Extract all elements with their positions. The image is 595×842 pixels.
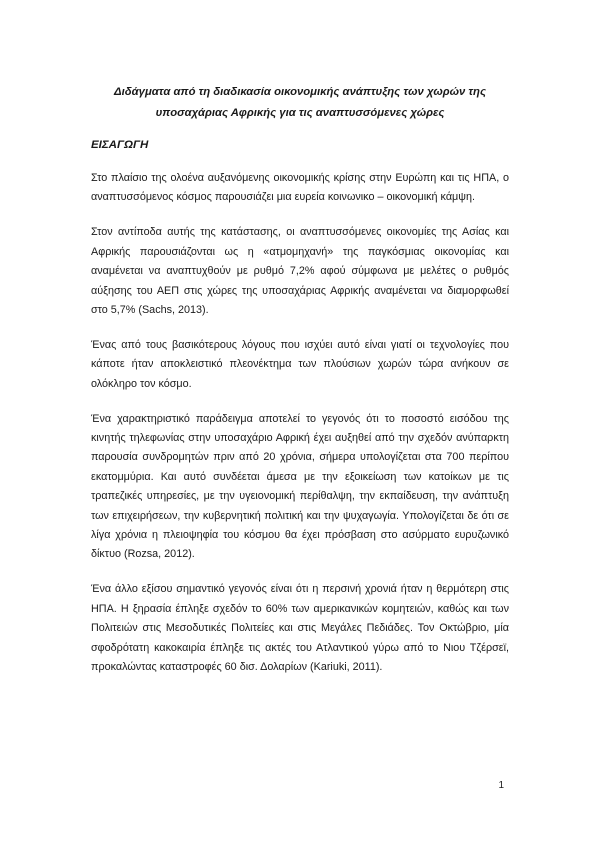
document-title: Διδάγματα από τη διαδικασία οικονομικής ανάπτυξης των χωρών της υποσαχάριας Αφρικής για τις αναπτυσσόμενες χώρες [114, 86, 486, 119]
paragraph: Ένα άλλο εξίσου σημαντικό γεγονός είναι ότι η περσινή χρονιά ήταν η θερμότερη στις ΗΠΑ. Η ξηρασία έπληξε σχεδόν το 60% των αμερικανικών κομητειών, καθώς και των Πολιτειών στις Μεσοδυτικές Πολιτείες και στις Μεγάλες Πεδιάδες. Τον Οκτώβριο, μία σφοδρότατη κακοκαιρία έπληξε τις ακτές του Ατλαντικού γύρω από το Νιου Τζέρσεϊ, προκαλώντας καταστροφές 60 δισ. Δολαρίων (Kariuki, 2011). [91, 583, 509, 673]
paragraph: Στον αντίποδα αυτής της κατάστασης, οι αναπτυσσόμενες οικονομίες της Ασίας και Αφρικής παρουσιάζονται ως η «ατμομηχανή» της παγκόσμιας οικονομίας και αναμένεται να αναπτυχθούν με ρυθμό 7,2% αφού σύμφωνα με μελέτες ο ρυθμός αύξησης του ΑΕΠ στις χώρες της υποσαχάριας Αφρικής αναμένεται να διαμορφωθεί στο 5,7% (Sachs, 2013). [91, 226, 509, 316]
paragraph: Ένας από τους βασικότερους λόγους που ισχύει αυτό είναι γιατί οι τεχνολογίες που κάποτε ήταν αποκλειστικό πλεονέκτημα των πλούσιων χωρών τώρα ανήκουν σε ολόκληρο τον κόσμο. [91, 338, 509, 390]
section-heading: ΕΙΣΑΓΩΓΗ [91, 139, 149, 151]
page-number: 1 [498, 780, 504, 791]
body-text [91, 169, 509, 693]
paragraph: Στο πλαίσιο της ολοένα αυξανόμενης οικονομικής κρίσης στην Ευρώπη και τις ΗΠΑ, ο αναπτυσσόμενος κόσμος παρουσιάζει μια ευρεία κοινωνικο – οικονομική κάμψη. [91, 172, 509, 204]
paragraph: Ένα χαρακτηριστικό παράδειγμα αποτελεί το γεγονός ότι το ποσοστό εισόδου της κινητής τηλεφωνίας στην υποσαχάριο Αφρική έχει αυξηθεί από την σχεδόν ανύπαρκτη παρουσία συνδρομητών πριν από 20 χρόνια, σήμερα υπολογίζεται στα 700 περίπου εκατομμύρια. Και αυτό συνδέεται άμεσα με την εξοικείωση των κατοίκων με τις τραπεζικές υπηρεσίες, με την υγειονομική περίθαλψη, την εκπαίδευση, την ανάπτυξη των επιχειρήσεων, την κυβερνητική πολιτική και την ψυχαγωγία. Υπολογίζεται δε ότι σε λίγα χρόνια η πλειοψηφία του κόσμου θα έχει πρόσβαση στο ασύρματο ευρυζωνικό δίκτυο (Rozsa, 2012). [91, 412, 509, 561]
